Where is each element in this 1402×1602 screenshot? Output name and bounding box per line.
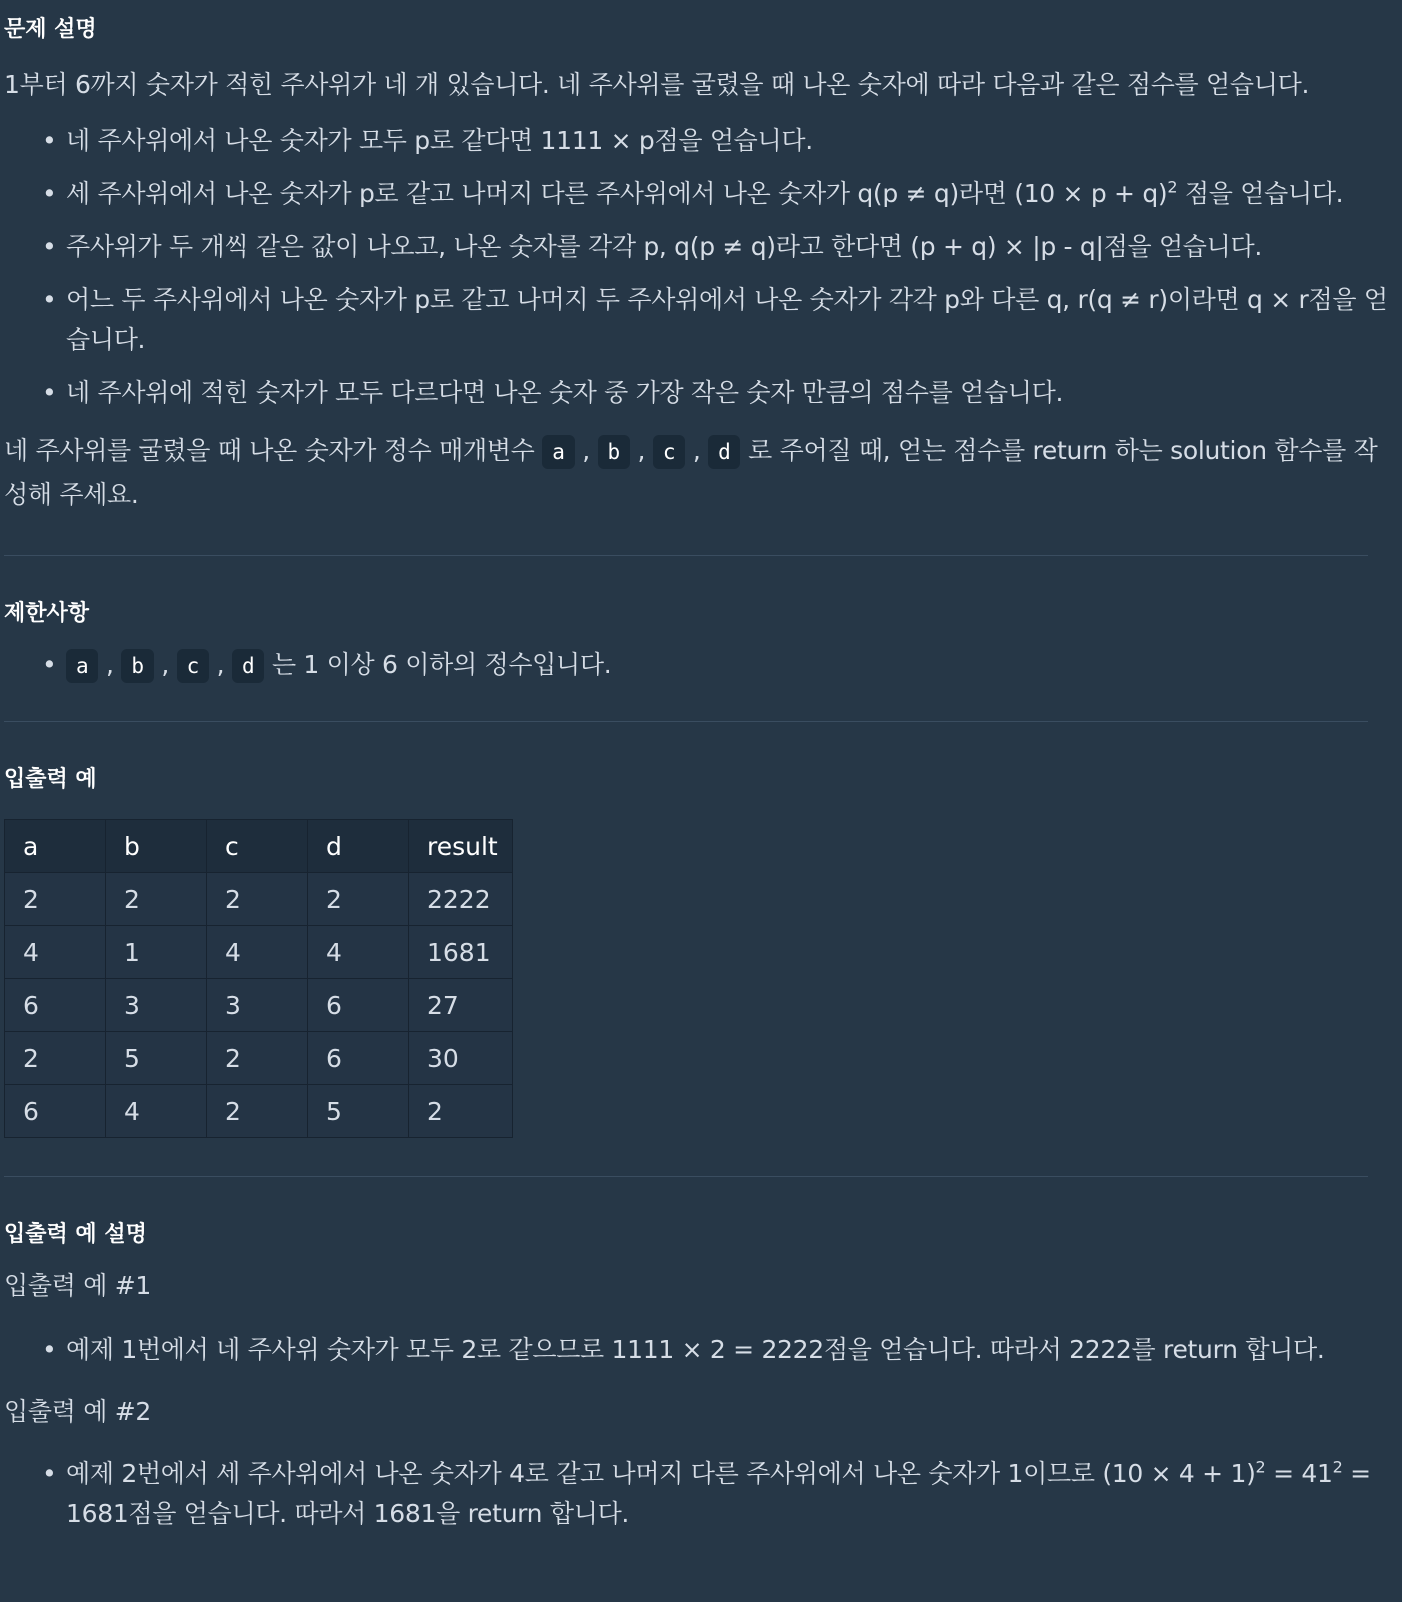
table-row <box>5 926 513 979</box>
examples-section <box>4 722 1398 1138</box>
table-cell: 2 <box>207 873 308 926</box>
example-2-item <box>66 1454 1398 1534</box>
table-row <box>5 873 513 926</box>
table-cell: 2 <box>5 873 106 926</box>
table-cell: 4 <box>5 926 106 979</box>
examples-table <box>4 819 513 1138</box>
comma: , <box>637 436 646 465</box>
rule-text: 점을 얻습니다. <box>1177 179 1344 208</box>
table-cell: 2 <box>409 1085 513 1138</box>
table-header-cell: c <box>207 820 308 873</box>
rule-item <box>66 174 1398 214</box>
table-header-cell: b <box>106 820 207 873</box>
table-cell: 1 <box>106 926 207 979</box>
comma: , <box>582 436 590 465</box>
table-cell: 1681 <box>409 926 513 979</box>
rule-text: 세 주사위에서 나온 숫자가 p로 같고 나머지 다른 주사위에서 나온 숫자가 q(p ≠ q)라면 (10 × p + q) <box>66 179 1168 208</box>
table-cell: 30 <box>409 1032 513 1085</box>
table-cell: 2 <box>207 1032 308 1085</box>
task-text-part: 로 주어질 때, 얻는 점수를 return 하는 solution 함수를 작성해 주세요. <box>4 436 1378 509</box>
table-cell: 3 <box>207 979 308 1032</box>
description-intro: 1부터 6까지 숫자가 적힌 주사위가 네 개 있습니다. 네 주사위를 굴렸을 때 나온 숫자에 따라 다음과 같은 점수를 얻습니다. <box>4 70 1310 99</box>
explanation-title: 입출력 예 설명 <box>4 1222 147 1247</box>
rule-text: 네 주사위에서 나온 숫자가 모두 p로 같다면 1111 × p점을 얻습니다. <box>66 126 813 155</box>
param-code: a <box>542 435 574 469</box>
example-1-list <box>4 1330 1398 1370</box>
constraints-title: 제한사항 <box>4 601 90 626</box>
constraints-list <box>4 645 1398 685</box>
param-code: c <box>653 435 685 469</box>
param-code: b <box>121 649 153 683</box>
comma: , <box>216 650 225 679</box>
rule-text: 네 주사위에 적힌 숫자가 모두 다르다면 나온 숫자 중 가장 작은 숫자 만큼의 점수를 얻습니다. <box>66 378 1064 407</box>
param-code: a <box>66 649 98 683</box>
param-code: d <box>708 435 740 469</box>
table-cell: 6 <box>308 1032 409 1085</box>
comma: , <box>106 650 114 679</box>
param-code: b <box>598 435 630 469</box>
description-title: 문제 설명 <box>4 17 97 42</box>
rules-list <box>4 121 1398 413</box>
description-section <box>4 0 1398 517</box>
table-cell: 5 <box>106 1032 207 1085</box>
table-row <box>5 979 513 1032</box>
table-cell: 6 <box>5 979 106 1032</box>
example-2-title: 입출력 예 #2 <box>4 1397 151 1426</box>
task-text-part: 네 주사위를 굴렸을 때 나온 숫자가 정수 매개변수 <box>4 436 543 465</box>
table-cell: 2 <box>106 873 207 926</box>
rule-item <box>66 280 1398 360</box>
example-2-list <box>4 1454 1398 1534</box>
table-cell: 6 <box>5 1085 106 1138</box>
table-cell: 2222 <box>409 873 513 926</box>
param-code: d <box>232 649 264 683</box>
rule-text: 어느 두 주사위에서 나온 숫자가 p로 같고 나머지 두 주사위에서 나온 숫자가 각각 p와 다른 q, r(q ≠ r)이라면 q × r점을 얻습니다. <box>66 285 1388 354</box>
table-cell: 4 <box>106 1085 207 1138</box>
constraint-item <box>66 645 1398 685</box>
task-text <box>4 429 1398 517</box>
rule-item <box>66 227 1398 267</box>
table-row <box>5 1032 513 1085</box>
table-header-cell: d <box>308 820 409 873</box>
table-header-cell: a <box>5 820 106 873</box>
example-1-item <box>66 1330 1398 1370</box>
superscript: 2 <box>1332 1457 1343 1477</box>
table-cell: 2 <box>207 1085 308 1138</box>
table-row <box>5 1085 513 1138</box>
constraints-section <box>4 556 1398 685</box>
superscript: 2 <box>1167 177 1178 197</box>
example-text: = 41 <box>1265 1459 1333 1488</box>
example-text: 예제 1번에서 네 주사위 숫자가 모두 2로 같으므로 1111 × 2 = 2222점을 얻습니다. 따라서 2222를 return 합니다. <box>66 1335 1325 1364</box>
table-header-cell: result <box>409 820 513 873</box>
table-cell: 3 <box>106 979 207 1032</box>
explanation-section <box>4 1177 1398 1534</box>
table-cell: 4 <box>308 926 409 979</box>
table-cell: 2 <box>5 1032 106 1085</box>
rule-text: 주사위가 두 개씩 같은 값이 나오고, 나온 숫자를 각각 p, q(p ≠ q)라고 한다면 (p + q) × |p - q|점을 얻습니다. <box>66 232 1263 261</box>
table-cell: 4 <box>207 926 308 979</box>
table-header-row <box>5 820 513 873</box>
table-cell: 6 <box>308 979 409 1032</box>
example-text: = 1681점을 얻습니다. 따라서 1681을 return 합니다. <box>66 1459 1371 1528</box>
examples-title: 입출력 예 <box>4 767 97 792</box>
example-text: 예제 2번에서 세 주사위에서 나온 숫자가 4로 같고 나머지 다른 주사위에서 나온 숫자가 1이므로 (10 × 4 + 1) <box>66 1459 1256 1488</box>
superscript: 2 <box>1255 1457 1266 1477</box>
rule-item <box>66 373 1398 413</box>
table-cell: 5 <box>308 1085 409 1138</box>
table-cell: 2 <box>308 873 409 926</box>
constraint-text: 는 1 이상 6 이하의 정수입니다. <box>271 650 612 679</box>
table-cell: 27 <box>409 979 513 1032</box>
comma: , <box>692 436 701 465</box>
param-code: c <box>177 649 209 683</box>
rule-item <box>66 121 1398 161</box>
example-1-title: 입출력 예 #1 <box>4 1271 151 1300</box>
comma: , <box>161 650 169 679</box>
